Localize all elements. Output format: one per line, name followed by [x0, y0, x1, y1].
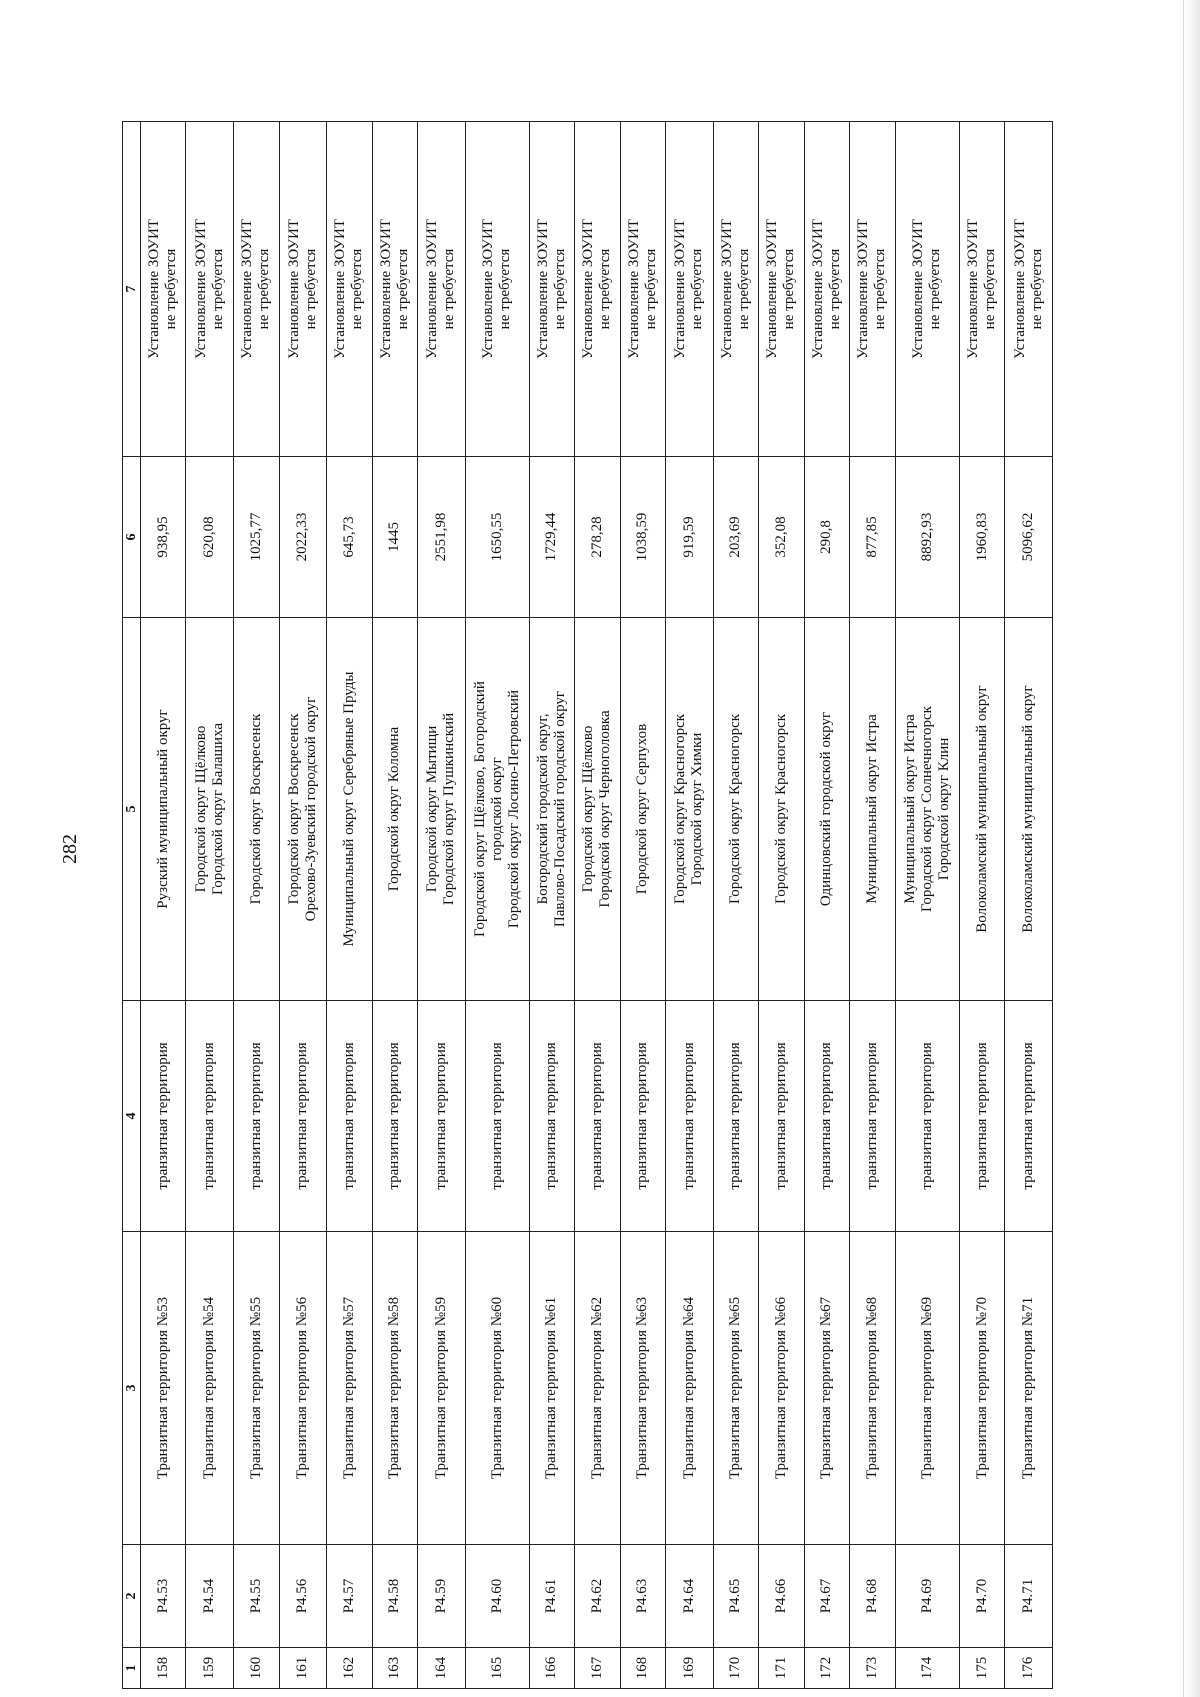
- area-cell: 1650,55: [465, 457, 529, 618]
- header-col-3: 3: [123, 1232, 141, 1545]
- table-row: [959, 122, 1004, 1689]
- row-number-cell: 174: [895, 1648, 959, 1689]
- status-cell-line: Установление ЗОУИТ: [377, 219, 394, 360]
- district-cell: [666, 618, 714, 1001]
- district-cell: [279, 618, 327, 1001]
- district-cell: [418, 618, 466, 1001]
- code-cell: Р4.67: [804, 1545, 849, 1648]
- type-cell: транзитная территория: [759, 1001, 804, 1232]
- status-cell: [1005, 122, 1053, 457]
- type-cell: транзитная территория: [895, 1001, 959, 1232]
- area-cell: 1960,83: [959, 457, 1004, 618]
- status-cell-line: не требуется: [256, 248, 273, 330]
- status-cell-line: не требуется: [642, 248, 659, 330]
- type-cell: транзитная территория: [850, 1001, 895, 1232]
- status-cell-line: Установление ЗОУИТ: [534, 219, 551, 360]
- status-cell-line: не требуется: [872, 248, 889, 330]
- name-cell: Транзитная территория №69: [895, 1232, 959, 1545]
- district-cell: [529, 618, 574, 1001]
- page-number: 282: [59, 834, 81, 864]
- name-cell: Транзитная территория №63: [620, 1232, 665, 1545]
- row-number-cell: 162: [327, 1648, 372, 1689]
- district-cell: [575, 618, 620, 1001]
- district-cell-line: Городской округ Серпухов: [634, 723, 651, 895]
- row-number-cell: 165: [465, 1648, 529, 1689]
- type-cell: транзитная территория: [575, 1001, 620, 1232]
- area-cell: 1729,44: [529, 457, 574, 618]
- name-cell: Транзитная территория №58: [372, 1232, 417, 1545]
- district-cell-line: Городской округ Коломна: [386, 726, 403, 892]
- table-row: [666, 122, 714, 1689]
- district-cell: [895, 618, 959, 1001]
- status-cell-line: Установление ЗОУИТ: [764, 219, 781, 360]
- district-cell-line: Городской округ Мытищи: [424, 725, 441, 893]
- district-cell-line: городской округ: [488, 757, 505, 861]
- area-cell: 620,08: [186, 457, 234, 618]
- status-cell-line: не требуется: [1028, 248, 1045, 330]
- district-cell-line: Городской округ Химки: [689, 732, 706, 886]
- status-cell: [666, 122, 714, 457]
- district-cell-line: Одинцовский городской округ: [818, 711, 835, 907]
- name-cell: Транзитная территория №70: [959, 1232, 1004, 1545]
- name-cell: Транзитная территория №68: [850, 1232, 895, 1545]
- rotated-table-container: [122, 122, 1053, 1689]
- district-cell-line: Городской округ Воскресенск: [285, 713, 302, 905]
- row-number-cell: 168: [620, 1648, 665, 1689]
- area-cell: 919,59: [666, 457, 714, 618]
- row-number-cell: 164: [418, 1648, 466, 1689]
- district-cell-line: Городской округ Красногорск: [727, 713, 744, 905]
- district-cell: [372, 618, 417, 1001]
- status-cell-line: Установление ЗОУИТ: [965, 219, 981, 360]
- status-cell-line: не требуется: [826, 248, 843, 330]
- type-cell: транзитная территория: [186, 1001, 234, 1232]
- district-cell-line: Городской округ Щёлково, Богородский: [471, 681, 488, 937]
- status-cell-line: Установление ЗОУИТ: [192, 219, 209, 360]
- district-cell-line: Городской округ Пушкинский: [441, 712, 458, 906]
- status-cell-line: не требуется: [394, 248, 411, 330]
- district-cell: [804, 618, 849, 1001]
- status-cell-line: Установление ЗОУИТ: [1011, 219, 1028, 360]
- district-cell: [759, 618, 804, 1001]
- code-cell: Р4.68: [850, 1545, 895, 1648]
- district-cell-line: Рузский муниципальный округ: [154, 709, 171, 909]
- status-cell: [713, 122, 758, 457]
- table-row: [895, 122, 959, 1689]
- row-number-cell: 160: [234, 1648, 279, 1689]
- type-cell: транзитная территория: [465, 1001, 529, 1232]
- status-cell: [850, 122, 895, 457]
- area-cell: 5096,62: [1005, 457, 1053, 618]
- code-cell: Р4.65: [713, 1545, 758, 1648]
- district-cell-line: Муниципальный округ Истра: [863, 714, 880, 904]
- status-cell: [234, 122, 279, 457]
- status-cell-line: Установление ЗОУИТ: [809, 219, 826, 360]
- status-cell-line: не требуется: [163, 248, 180, 330]
- status-cell-line: Установление ЗОУИТ: [580, 219, 597, 360]
- status-cell-line: не требуется: [597, 248, 614, 330]
- status-cell-line: Установление ЗОУИТ: [718, 219, 735, 360]
- area-cell: 2022,33: [279, 457, 327, 618]
- status-cell-line: Установление ЗОУИТ: [672, 219, 689, 360]
- status-cell-line: не требуется: [689, 248, 706, 330]
- district-cell: [959, 618, 1004, 1001]
- status-cell: [141, 122, 186, 457]
- row-number-cell: 172: [804, 1648, 849, 1689]
- row-number-cell: 159: [186, 1648, 234, 1689]
- row-number-cell: 167: [575, 1648, 620, 1689]
- status-cell-line: не требуется: [349, 248, 366, 330]
- type-cell: транзитная территория: [713, 1001, 758, 1232]
- status-cell-line: Установление ЗОУИТ: [910, 219, 927, 360]
- area-cell: 1445: [372, 457, 417, 618]
- name-cell: Транзитная территория №71: [1005, 1232, 1053, 1545]
- area-cell: 352,08: [759, 457, 804, 618]
- district-cell: [713, 618, 758, 1001]
- status-cell: [279, 122, 327, 457]
- type-cell: транзитная территория: [620, 1001, 665, 1232]
- status-cell: [372, 122, 417, 457]
- status-cell-line: не требуется: [441, 248, 458, 330]
- status-cell-line: Установление ЗОУИТ: [855, 219, 872, 360]
- name-cell: Транзитная территория №64: [666, 1232, 714, 1545]
- table-row: [141, 122, 186, 1689]
- area-cell: 2551,98: [418, 457, 466, 618]
- name-cell: Транзитная территория №59: [418, 1232, 466, 1545]
- status-cell-line: не требуется: [735, 248, 752, 330]
- table-body: [141, 122, 1053, 1689]
- type-cell: транзитная территория: [141, 1001, 186, 1232]
- row-number-cell: 158: [141, 1648, 186, 1689]
- scan-edge: [1183, 0, 1200, 1697]
- type-cell: транзитная территория: [327, 1001, 372, 1232]
- name-cell: Транзитная территория №57: [327, 1232, 372, 1545]
- area-cell: 1038,59: [620, 457, 665, 618]
- table-row: [372, 122, 417, 1689]
- status-cell: [418, 122, 466, 457]
- name-cell: Транзитная территория №65: [713, 1232, 758, 1545]
- status-cell: [575, 122, 620, 457]
- status-cell-line: не требуется: [927, 248, 944, 330]
- code-cell: Р4.66: [759, 1545, 804, 1648]
- type-cell: транзитная территория: [804, 1001, 849, 1232]
- row-number-cell: 173: [850, 1648, 895, 1689]
- area-cell: 1025,77: [234, 457, 279, 618]
- type-cell: транзитная территория: [372, 1001, 417, 1232]
- type-cell: транзитная территория: [279, 1001, 327, 1232]
- district-cell-line: Городской округ Воскресенск: [247, 713, 264, 905]
- district-cell-line: Богородский городской округ,: [534, 713, 551, 905]
- code-cell: Р4.69: [895, 1545, 959, 1648]
- district-cell: [620, 618, 665, 1001]
- status-cell: [620, 122, 665, 457]
- row-number-cell: 161: [279, 1648, 327, 1689]
- code-cell: Р4.57: [327, 1545, 372, 1648]
- header-col-5: 5: [123, 618, 141, 1001]
- district-cell-line: Муниципальный округ Истра: [901, 714, 918, 904]
- district-cell-line: Волоколамский муниципальный округ: [1020, 685, 1037, 933]
- area-cell: 290,8: [804, 457, 849, 618]
- table-row: [850, 122, 895, 1689]
- table-row: [186, 122, 234, 1689]
- area-cell: 278,28: [575, 457, 620, 618]
- area-cell: 645,73: [327, 457, 372, 618]
- name-cell: Транзитная территория №61: [529, 1232, 574, 1545]
- district-cell-line: Орехово-Зуевский городской округ: [302, 696, 319, 922]
- header-col-1: 1: [123, 1648, 141, 1689]
- area-cell: 8892,93: [895, 457, 959, 618]
- code-cell: Р4.56: [279, 1545, 327, 1648]
- status-cell-line: Установление ЗОУИТ: [285, 219, 302, 360]
- district-cell: [186, 618, 234, 1001]
- code-cell: Р4.61: [529, 1545, 574, 1648]
- status-cell-line: не требуется: [209, 248, 226, 330]
- code-cell: Р4.71: [1005, 1545, 1053, 1648]
- status-cell-line: Установление ЗОУИТ: [146, 219, 163, 360]
- header-col-6: 6: [123, 457, 141, 618]
- code-cell: Р4.58: [372, 1545, 417, 1648]
- row-number-cell: 171: [759, 1648, 804, 1689]
- type-cell: транзитная территория: [418, 1001, 466, 1232]
- status-cell: [529, 122, 574, 457]
- district-cell-line: Городской округ Щёлково: [580, 725, 597, 893]
- code-cell: Р4.62: [575, 1545, 620, 1648]
- code-cell: Р4.53: [141, 1545, 186, 1648]
- table-row: [234, 122, 279, 1689]
- district-cell: [850, 618, 895, 1001]
- district-cell-line: Городской округ Красногорск: [772, 713, 789, 905]
- transit-territory-table: [122, 121, 1053, 1689]
- type-cell: транзитная территория: [1005, 1001, 1053, 1232]
- status-cell-line: не требуется: [497, 248, 514, 330]
- table-row: [575, 122, 620, 1689]
- district-cell: [465, 618, 529, 1001]
- header-col-2: 2: [123, 1545, 141, 1648]
- district-cell: [141, 618, 186, 1001]
- table-row: [804, 122, 849, 1689]
- district-cell-line: Городской округ Красногорск: [672, 713, 689, 905]
- status-cell-line: не требуется: [551, 248, 568, 330]
- district-cell-line: Городской округ Балашиха: [209, 722, 226, 896]
- table-row: [620, 122, 665, 1689]
- name-cell: Транзитная территория №54: [186, 1232, 234, 1545]
- header-col-7: 7: [123, 122, 141, 457]
- status-cell: [465, 122, 529, 457]
- status-cell: [759, 122, 804, 457]
- row-number-cell: 163: [372, 1648, 417, 1689]
- status-cell: [186, 122, 234, 457]
- header-row: [123, 122, 141, 1689]
- area-cell: 877,85: [850, 457, 895, 618]
- table-row: [327, 122, 372, 1689]
- district-cell-line: Городской округ Лосино-Петровский: [505, 689, 522, 929]
- name-cell: Транзитная территория №56: [279, 1232, 327, 1545]
- district-cell-line: Городской округ Солнечногорск: [918, 706, 935, 912]
- table-row: [713, 122, 758, 1689]
- name-cell: Транзитная территория №55: [234, 1232, 279, 1545]
- district-cell-line: Павлово-Посадский городской округ: [551, 690, 568, 928]
- row-number-cell: 170: [713, 1648, 758, 1689]
- status-cell: [959, 122, 1004, 457]
- row-number-cell: 176: [1005, 1648, 1053, 1689]
- district-cell-line: Муниципальный округ Серебряные Пруды: [340, 671, 357, 947]
- table-row: [465, 122, 529, 1689]
- table-row: [279, 122, 327, 1689]
- code-cell: Р4.70: [959, 1545, 1004, 1648]
- name-cell: Транзитная территория №66: [759, 1232, 804, 1545]
- table-row: [759, 122, 804, 1689]
- name-cell: Транзитная территория №60: [465, 1232, 529, 1545]
- district-cell-line: Городской округ Клин: [935, 737, 952, 881]
- code-cell: Р4.59: [418, 1545, 466, 1648]
- type-cell: транзитная территория: [529, 1001, 574, 1232]
- name-cell: Транзитная территория №67: [804, 1232, 849, 1545]
- status-cell: [804, 122, 849, 457]
- status-cell-line: не требуется: [781, 248, 798, 330]
- code-cell: Р4.54: [186, 1545, 234, 1648]
- status-cell: [895, 122, 959, 457]
- status-cell-line: Установление ЗОУИТ: [332, 219, 349, 360]
- name-cell: Транзитная территория №53: [141, 1232, 186, 1545]
- district-cell-line: Городской округ Черноголовка: [597, 710, 614, 908]
- type-cell: транзитная территория: [234, 1001, 279, 1232]
- area-cell: 203,69: [713, 457, 758, 618]
- district-cell: [234, 618, 279, 1001]
- row-number-cell: 166: [529, 1648, 574, 1689]
- type-cell: транзитная территория: [959, 1001, 1004, 1232]
- status-cell-line: Установление ЗОУИТ: [480, 219, 497, 360]
- type-cell: транзитная территория: [666, 1001, 714, 1232]
- code-cell: Р4.55: [234, 1545, 279, 1648]
- header-col-4: 4: [123, 1001, 141, 1232]
- status-cell-line: Установление ЗОУИТ: [239, 219, 256, 360]
- code-cell: Р4.60: [465, 1545, 529, 1648]
- row-number-cell: 169: [666, 1648, 714, 1689]
- district-cell: [1005, 618, 1053, 1001]
- status-cell-line: не требуется: [302, 248, 319, 330]
- status-cell: [327, 122, 372, 457]
- name-cell: Транзитная территория №62: [575, 1232, 620, 1545]
- district-cell-line: Волоколамский муниципальный округ: [973, 685, 990, 933]
- row-number-cell: 175: [959, 1648, 1004, 1689]
- code-cell: Р4.63: [620, 1545, 665, 1648]
- status-cell-line: Установление ЗОУИТ: [424, 219, 441, 360]
- status-cell-line: Установление ЗОУИТ: [625, 219, 642, 360]
- table-row: [529, 122, 574, 1689]
- district-cell: [327, 618, 372, 1001]
- code-cell: Р4.64: [666, 1545, 714, 1648]
- status-cell-line: не требуется: [982, 248, 998, 330]
- area-cell: 938,95: [141, 457, 186, 618]
- table-row: [418, 122, 466, 1689]
- table-row: [1005, 122, 1053, 1689]
- district-cell-line: Городской округ Щёлково: [192, 725, 209, 893]
